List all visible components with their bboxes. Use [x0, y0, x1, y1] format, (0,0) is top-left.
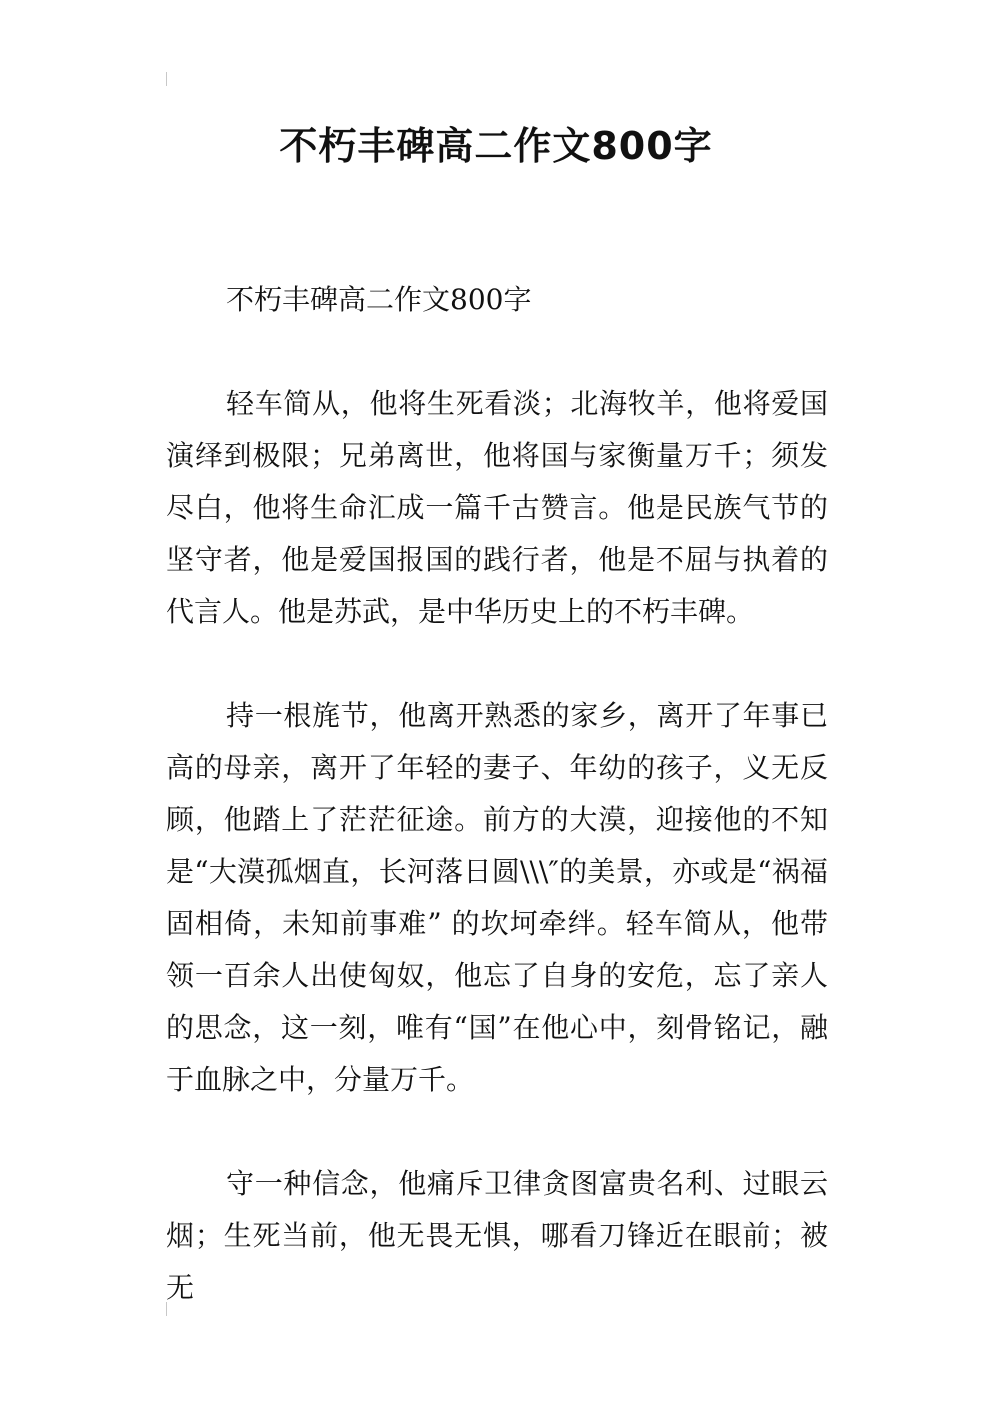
paragraph-3: 守一种信念，他痛斥卫律贪图富贵名利、过眼云烟；生死当前，他无畏无惧，哪看刀锋近在眼前；被无	[166, 1167, 828, 1304]
document-subtitle: 不朽丰碑高二作文800字	[226, 283, 532, 316]
paragraph-1: 轻车简从，他将生死看淡；北海牧羊，他将爱国演绎到极限；兄弟离世，他将国与家衡量万千；须发尽白，他将生命汇成一篇千古赞言。他是民族气节的坚守者，他是爱国报国的践行者，他是不屈与执着的代言人。他是苏武，是中华历史上的不朽丰碑。	[166, 387, 828, 628]
document-body	[166, 274, 828, 1314]
paragraph-2: 持一根旄节，他离开熟悉的家乡，离开了年事已高的母亲，离开了年轻的妻子、年幼的孩子，义无反顾，他踏上了茫茫征途。前方的大漠，迎接他的不知是“大漠孤烟直，长河落日圆\\\″的美景，亦或是“祸福固相倚，未知前事难” 的坎坷牵绊。轻车简从，他带领一百余人出使匈奴，他忘了自身的安危，忘了亲人的思念，这一刻，唯有“国”在他心中，刻骨铭记，融于血脉之中，分量万千。	[166, 699, 828, 1096]
document-title: 不朽丰碑高二作文800字	[279, 124, 713, 168]
page-corner-mark-top	[166, 72, 167, 86]
